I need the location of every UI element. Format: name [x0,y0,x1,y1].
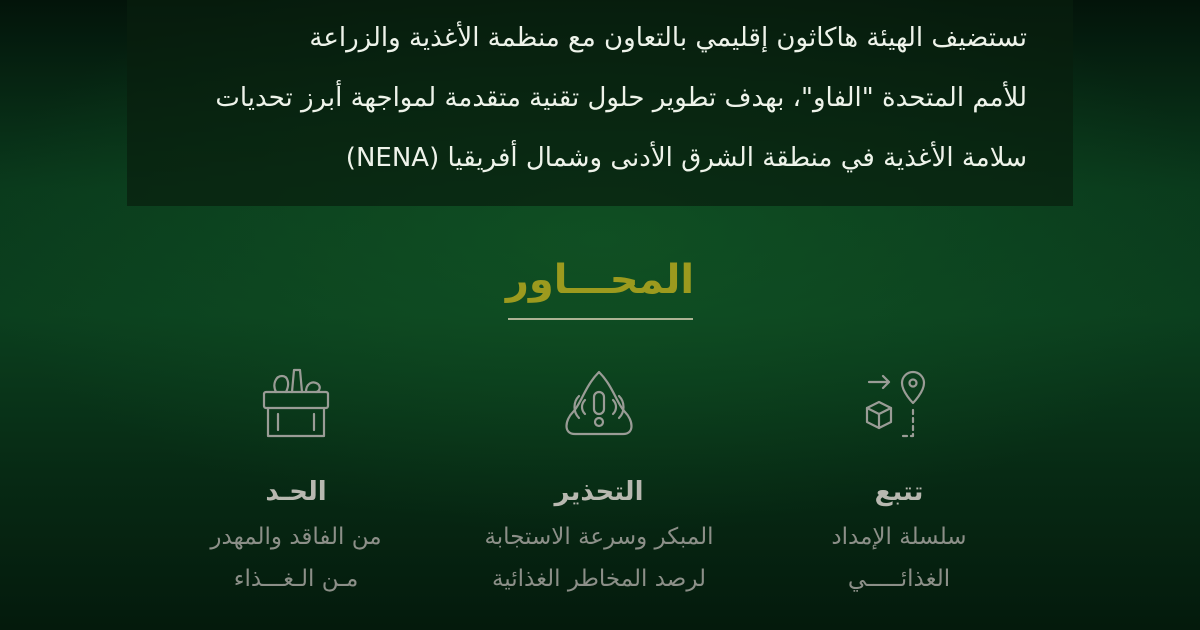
pillar-warning-title: التحذير [554,477,644,507]
pillar-tracking-desc [749,516,1049,600]
pillar-reduction-title: الحـد [265,477,327,507]
pillar-warning-desc-line-2: لرصد المخاطر الغذائية [491,566,707,592]
supply-chain-tracking-icon [857,362,941,446]
pillar-tracking-title: تتبع [874,477,924,507]
food-basket-icon [254,362,338,446]
pillar-reduction-desc [146,516,446,600]
pillar-reduction-desc-line-2: مـن الـغـــذاء [233,566,359,592]
pillar-warning [449,362,749,630]
pillar-warning-desc-line-1: المبكر وسرعة الاستجابة [484,524,714,550]
section-divider [508,318,693,320]
alert-warning-icon [557,362,641,446]
intro-line-2: للأمم المتحدة "الفاو"، بهدف تطوير حلول تقنية متقدمة لمواجهة أبرز تحديات [215,83,1027,113]
intro-panel [127,0,1073,206]
pillar-tracking-desc-line-1: سلسلة الإمداد [831,524,967,550]
pillar-reduction [146,362,446,630]
pillar-tracking-desc-line-2: الغذائـــــي [847,566,951,592]
intro-line-1: تستضيف الهيئة هاكاثون إقليمي بالتعاون مع منظمة الأغذية والزراعة [309,23,1027,53]
pillar-tracking [749,362,1049,630]
pillar-reduction-desc-line-1: من الفاقد والمهدر [210,524,382,550]
section-title: المحـــاور [505,257,695,303]
pillar-warning-desc [449,516,749,600]
intro-line-3: سلامة الأغذية في منطقة الشرق الأدنى وشمال أفريقيا (NENA) [345,143,1027,173]
